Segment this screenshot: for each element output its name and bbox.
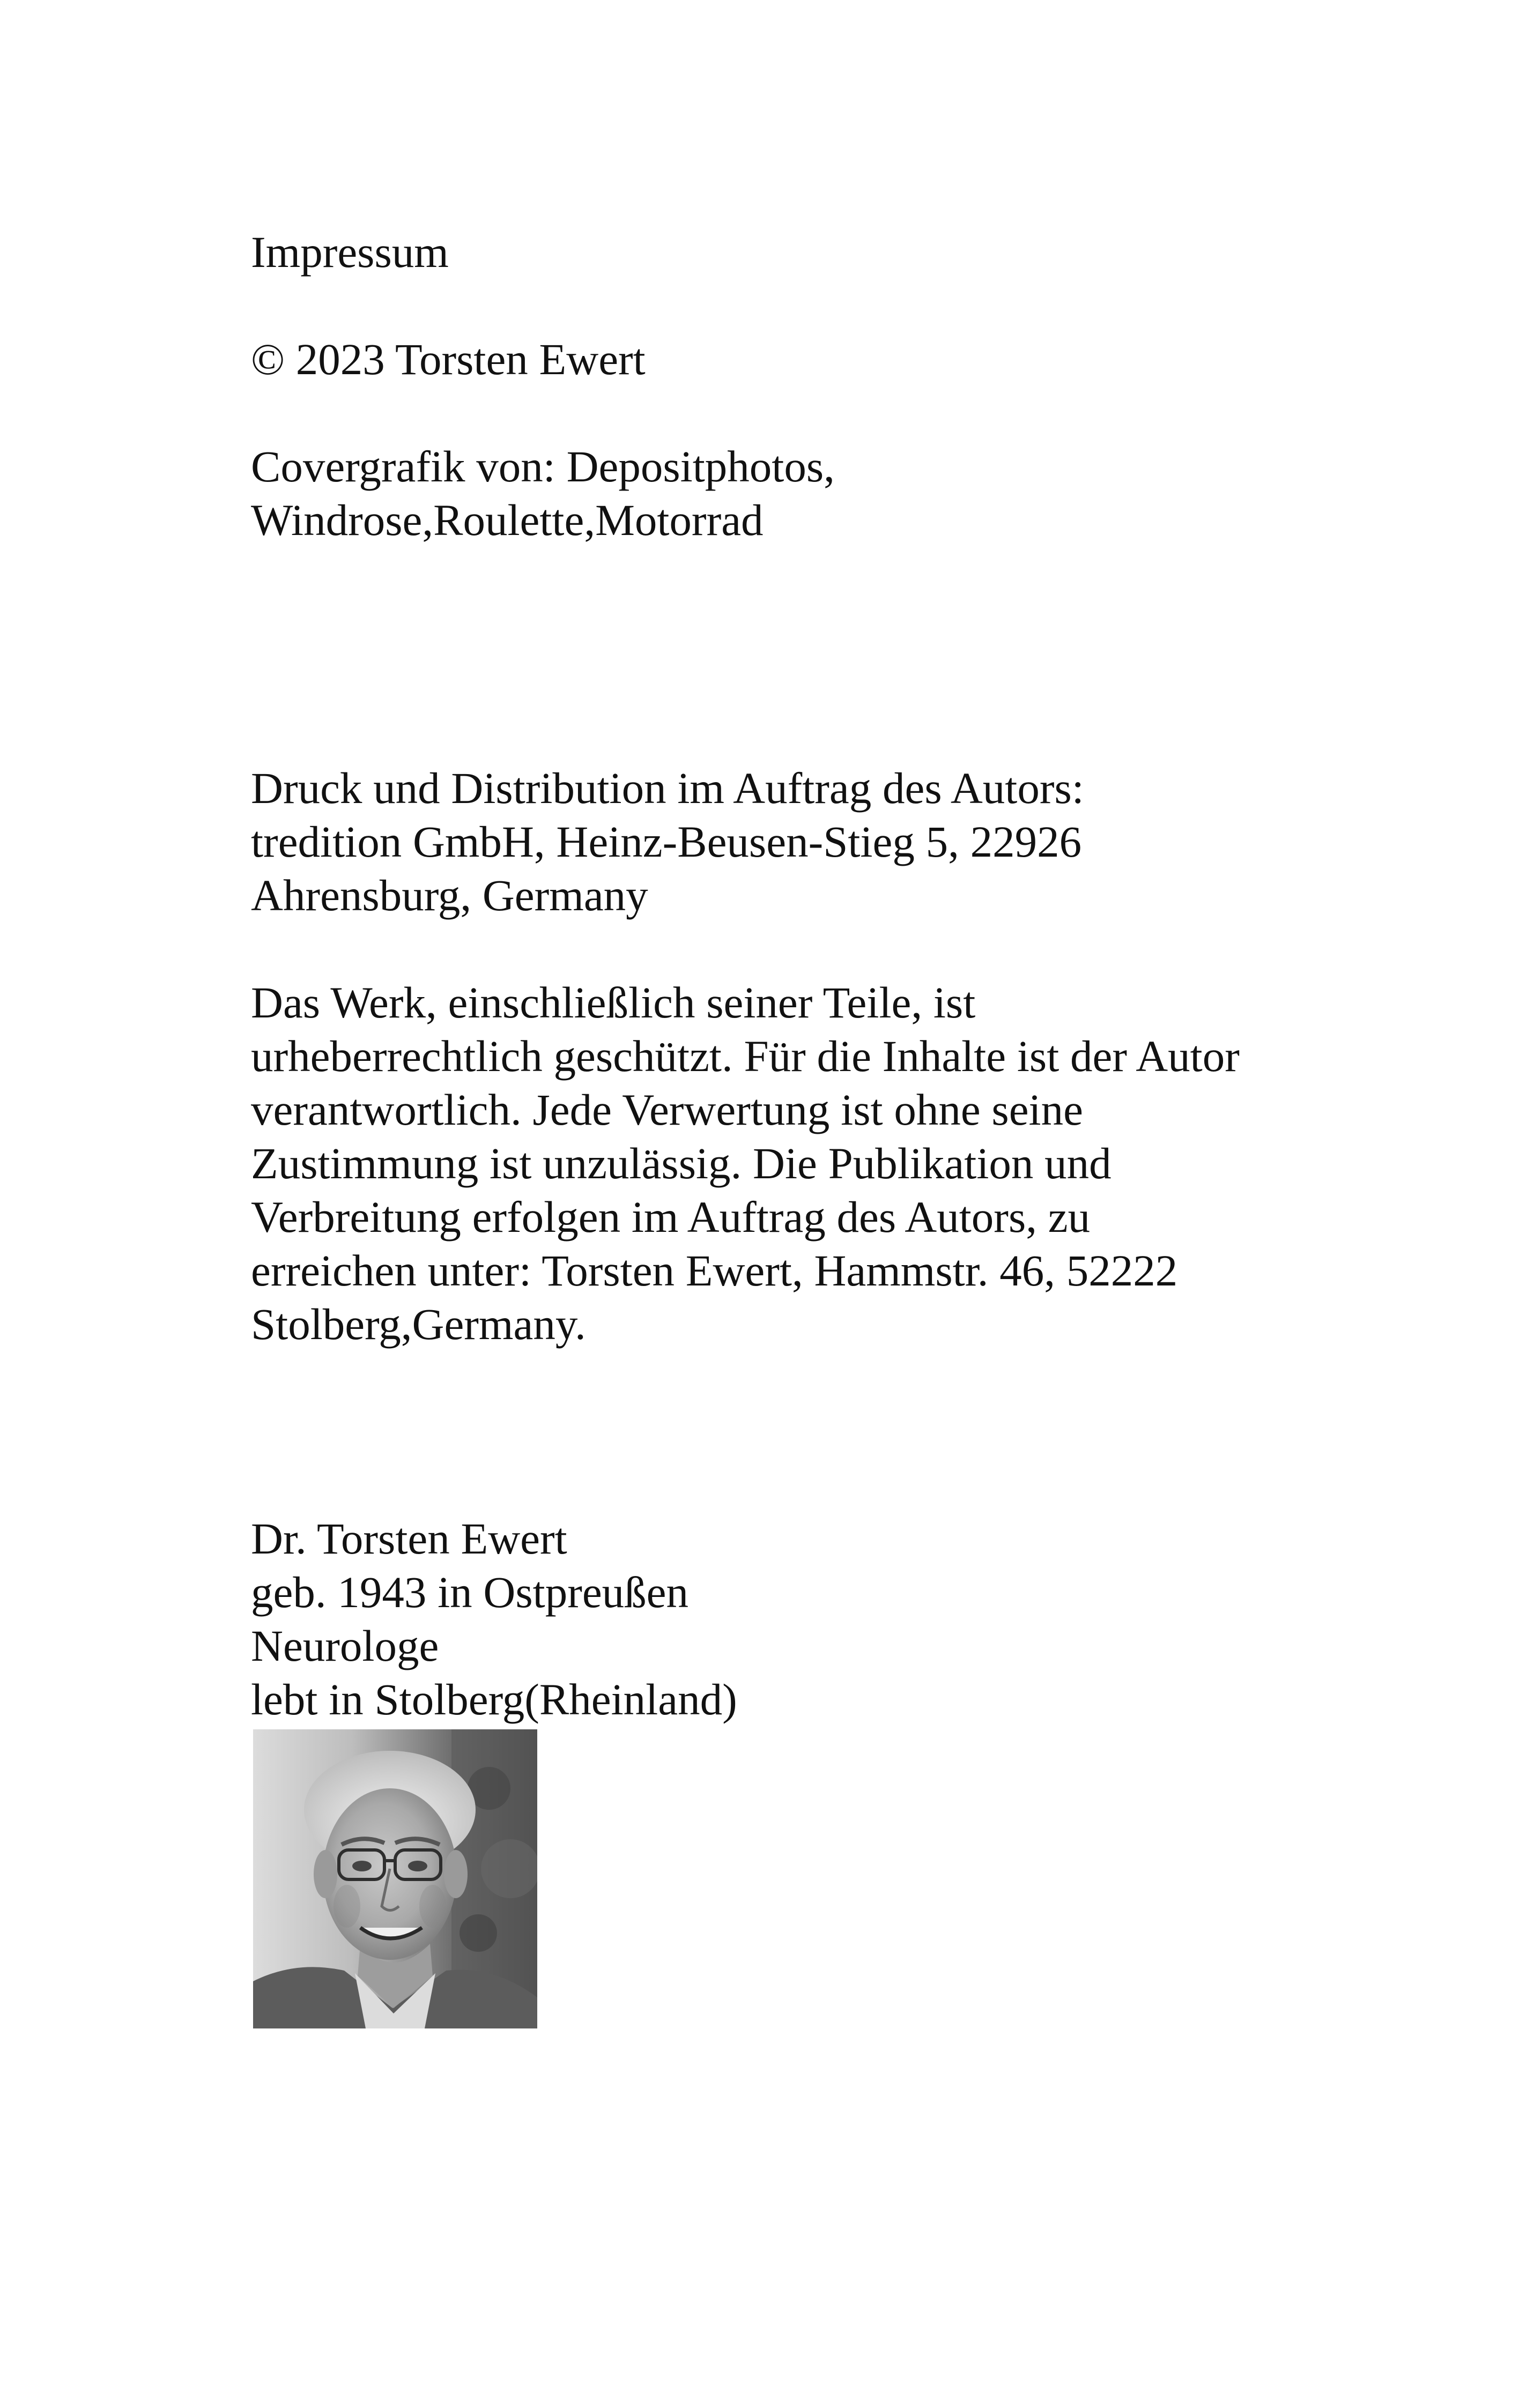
rights-line: urheberrechtlich geschützt. Für die Inhalte ist der Autor [251,1031,1240,1081]
imprint-title-block [251,225,449,279]
printing-line: Druck und Distribution im Auftrag des Autors: [251,763,1084,813]
author-profession: Neurologe [251,1621,439,1670]
rights-line: Das Werk, einschließlich seiner Teile, ist [251,978,976,1027]
cover-credit-line: Windrose,Roulette,Motorrad [251,495,764,545]
cover-credit-block [251,440,835,547]
copyright-rights-block [251,976,1240,1351]
copyright-block [251,332,646,386]
author-bio-block [251,1512,737,1726]
author-name: Dr. Torsten Ewert [251,1514,567,1563]
rights-line: verantwortlich. Jede Verwertung ist ohne seine [251,1085,1083,1134]
rights-line: erreichen unter: Torsten Ewert, Hammstr. 46, 52222 [251,1246,1178,1295]
rights-line: Stolberg,Germany. [251,1299,586,1349]
printing-distribution-block [251,761,1084,922]
author-birth: geb. 1943 in Ostpreußen [251,1567,689,1617]
author-portrait-photo [253,1729,537,2028]
copyright-notice: © 2023 Torsten Ewert [251,335,646,384]
printing-line: tredition GmbH, Heinz-Beusen-Stieg 5, 22926 [251,817,1082,866]
printing-line: Ahrensburg, Germany [251,871,648,920]
cover-credit-line: Covergrafik von: Depositphotos, [251,442,835,491]
rights-line: Verbreitung erfolgen im Auftrag des Autors, zu [251,1192,1091,1242]
imprint-title: Impressum [251,227,449,277]
author-residence: lebt in Stolberg(Rheinland) [251,1675,737,1724]
rights-line: Zustimmung ist unzulässig. Die Publikation und [251,1139,1112,1188]
